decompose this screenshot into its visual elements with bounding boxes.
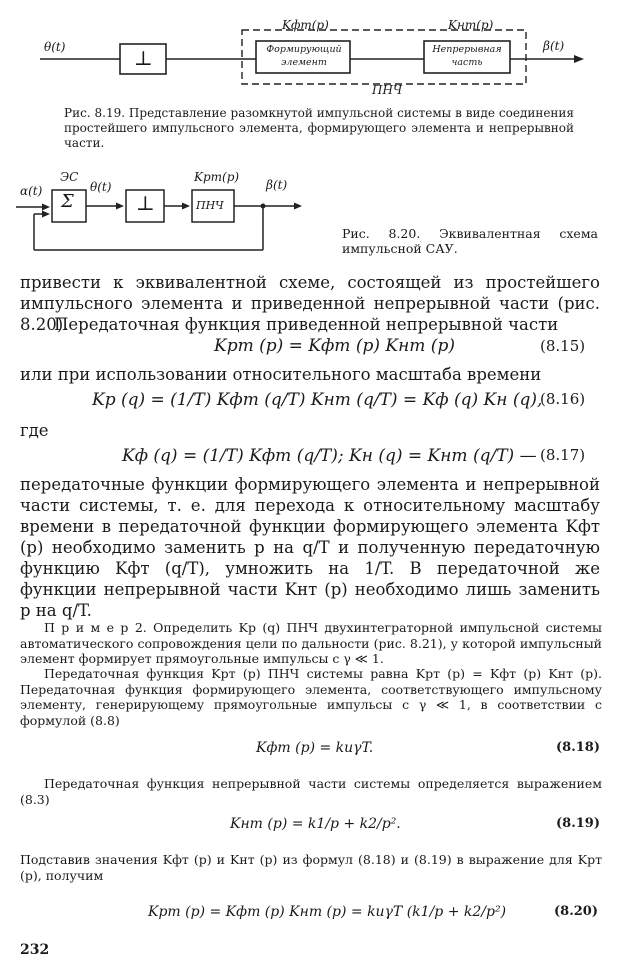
equation-8-19: Kнт (p) = k1/p + k2/p².: [230, 816, 401, 832]
figure-8-19: [0, 0, 620, 110]
sum-symbol: Σ: [61, 191, 74, 212]
equation-8-20-number: (8.20): [554, 904, 598, 919]
example-paragraph-1: П р и м е р 2. Определить Kр (q) ПНЧ двухинтеграторной импульсной системы автоматического сопровождения цели по дальности (рис. 8.21), у которой импульсный элемент формирует прямоугольные импульсы с γ ≪ 1.: [20, 620, 602, 666]
fig819-caption: Рис. 8.19. Представление разомкнутой импульсной системы в виде соединения простейшего импульсного элемента, формирующего элемента и непрерывной части.: [64, 106, 574, 150]
pulse-symbol: ⊥: [134, 46, 153, 70]
fig820-output-label: β(t): [266, 178, 288, 192]
equation-8-17: Kф (q) = (1/T) Kфт (q/T); Kн (q) = Kнт (q/T) —: [122, 446, 537, 466]
example-paragraph-3: Передаточная функция непрерывной части системы определяется выражением (8.3): [20, 776, 602, 807]
equation-8-16-number: (8.16): [540, 390, 586, 408]
fig819-pnch-label: ПНЧ: [372, 83, 403, 97]
paragraph-2: Передаточная функция приведенной непрерывной части: [54, 315, 559, 334]
equation-8-18-number: (8.18): [556, 740, 600, 755]
fig820-es-label: ЭС: [60, 170, 79, 184]
paragraph-4: передаточные функции формирующего элемента и непрерывной части системы, т. е. для перехода к относительному масштабу времени в передаточной функции формирующего элемента Kфт (p) необходимо заменить p на q/T и полученную передаточную функцию Kфт (q/T), умножить на 1/T. В передаточной же функции непрерывной части Kнт (p) необходимо лишь заменить p на q/T.: [20, 475, 600, 620]
fig820-caption: Рис. 8.20. Эквивалентная схема импульсной САУ.: [342, 226, 598, 256]
shaping-label-1: Формирующий: [266, 44, 342, 55]
pulse-symbol-2: ⊥: [136, 191, 155, 215]
cont-label-1: Непрерывная: [432, 44, 502, 55]
equation-8-20: Kрт (p) = Kфт (p) Kнт (p) = kиγT (k1/p + k2/p²): [148, 904, 507, 920]
page-number: 232: [20, 942, 50, 958]
equation-8-15: Kрт (p) = Kфт (p) Kнт (p): [214, 336, 455, 356]
equation-8-19-number: (8.19): [556, 816, 600, 831]
equation-8-16: Kр (q) = (1/T) Kфт (q/T) Kнт (q/T) = Kф (q) Kн (q),: [92, 390, 543, 410]
fig819-kf-label: Kфт(p): [282, 18, 329, 32]
equation-8-18: Kфт (p) = kиγT.: [256, 740, 374, 756]
shaping-label-2: элемент: [281, 57, 327, 68]
fig819-kn-label: Kнт(p): [448, 18, 494, 32]
fig820-pnch-label: ПНЧ: [196, 199, 224, 212]
equation-8-17-number: (8.17): [540, 446, 586, 464]
fig819-input-label: θ(t): [44, 40, 66, 54]
fig820-theta-label: θ(t): [90, 180, 112, 194]
equation-8-15-number: (8.15): [540, 337, 586, 355]
fig820-input-label: α(t): [20, 184, 43, 198]
example-paragraph-2: Передаточная функция Kрт (p) ПНЧ системы равна Kрт (p) = Kфт (p) Kнт (p). Передаточная функция формирующего элемента, соответствующего импульсному элементу, генерирующему прямоугольные импульсы с γ ≪ 1, в соответствии с формулой (8.8): [20, 666, 602, 728]
fig819-output-label: β(t): [543, 39, 565, 53]
paragraph-3: или при использовании относительного масштаба времени: [20, 365, 542, 384]
example-paragraph-4: Подставив значения Kфт (p) и Kнт (p) из формул (8.18) и (8.19) в выражение для Kрт (p), получим: [20, 852, 602, 883]
fig820-krt-label: Kрт(p): [194, 170, 240, 184]
cont-label-2: часть: [451, 57, 483, 68]
gde-word: где: [20, 421, 49, 440]
paragraph-1: привести к эквивалентной схеме, состоящей из простейшего импульсного элемента и приведенной непрерывной части (рис. 8.20).: [20, 273, 600, 334]
